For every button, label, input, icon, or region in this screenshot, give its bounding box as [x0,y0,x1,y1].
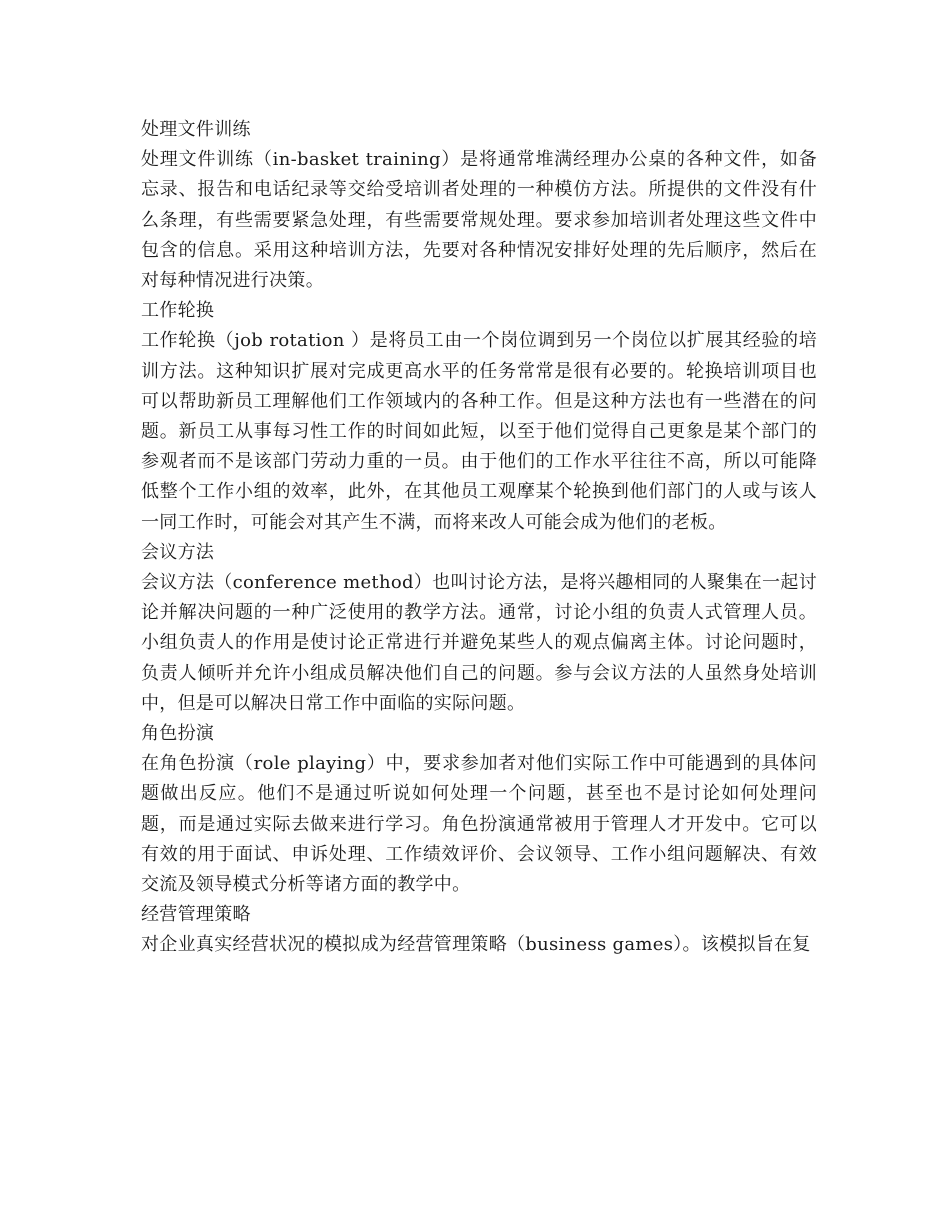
section-heading: 会议方法 [141,541,215,563]
section-heading: 角色扮演 [141,723,215,745]
section-heading: 工作轮换 [141,300,215,322]
section-paragraph: 会议方法（conference method）也叫讨论方法，是将兴趣相同的人聚集在一起讨论并解决问题的一种广泛使用的教学方法。通常，讨论小组的负责人式管理人员。小组负责人的作用是使讨论正常进行并避免某些人的观点偏离主体。讨论问题时，负责人倾听并允许小组成员解决他们自己的问题。参与会议方法的人虽然身处培训中，但是可以解决日常工作中面临的实际问题。 [141,572,817,714]
section-paragraph: 处理文件训练（in-basket training）是将通常堆满经理办公桌的各种文件，如备忘录、报告和电话纪录等交给受培训者处理的一种模仿方法。所提供的文件没有什么条理，有些需要紧急处理，有些需要常规处理。要求参加培训者处理这些文件中包含的信息。采用这种培训方法，先要对各种情况安排好处理的先后顺序，然后在对每种情况进行决策。 [141,149,817,292]
section-role-playing [141,719,817,900]
section-conference-method [141,538,817,719]
section-job-rotation [141,296,817,538]
section-paragraph: 工作轮换（job rotation ）是将员工由一个岗位调到另一个岗位以扩展其经验的培训方法。这种知识扩展对完成更高水平的任务常常是很有必要的。轮换培训项目也可以帮助新员工理解他们工作领域内的各种工作。但是这种方法也有一些潜在的问题。新员工从事每习性工作的时间如此短，以至于他们觉得自己更象是某个部门的参观者而不是该部门劳动力重的一员。由于他们的工作水平往往不高，所以可能降低整个工作小组的效率，此外，在其他员工观摩某个轮换到他们部门的人或与该人一同工作时，可能会对其产生不满，而将来改人可能会成为他们的老板。 [141,330,817,533]
section-heading: 处理文件训练 [141,119,251,140]
section-heading: 经营管理策略 [141,904,251,926]
section-in-basket-training [141,115,817,296]
document-body [141,115,817,961]
section-paragraph: 对企业真实经营状况的模拟成为经营管理策略（business games）。该模拟旨在复 [141,934,811,956]
section-paragraph: 在角色扮演（role playing）中，要求参加者对他们实际工作中可能遇到的具体问题做出反应。他们不是通过听说如何处理一个问题，甚至也不是讨论如何处理问题，而是通过实际去做来进行学习。角色扮演通常被用于管理人才开发中。它可以有效的用于面试、申诉处理、工作绩效评价、会议领导、工作小组问题解决、有效交流及领导模式分析等诸方面的教学中。 [141,753,817,896]
section-business-games [141,900,817,960]
